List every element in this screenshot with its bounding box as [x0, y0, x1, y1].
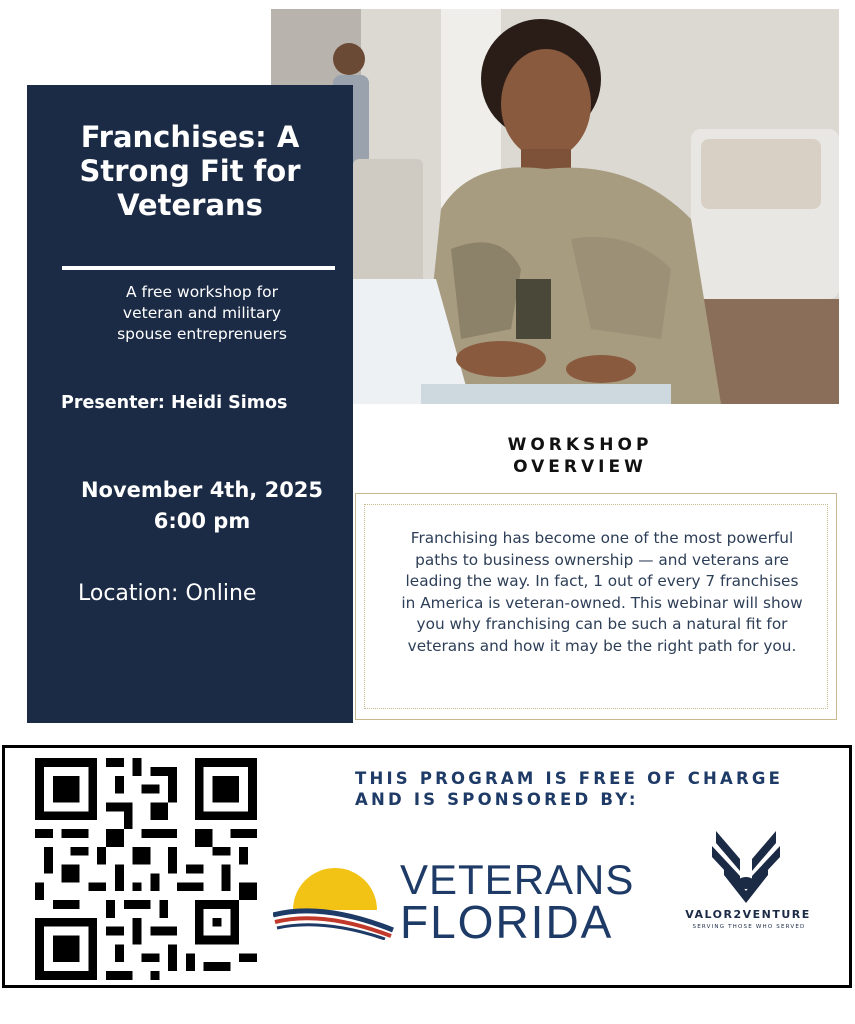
sponsor-heading-line: THIS PROGRAM IS FREE OF CHARGE: [355, 769, 784, 788]
overview-text-line: you why franchising can be such a natural fit for: [416, 615, 788, 633]
overview-box: [355, 493, 837, 720]
event-title: [37, 120, 343, 222]
qr-code[interactable]: [35, 758, 257, 980]
veterans-florida-line2: FLORIDA: [400, 896, 614, 948]
overview-heading: [470, 434, 690, 478]
valor2venture-tagline: SERVING THOSE WHO SERVED: [692, 924, 806, 930]
event-title-line: Strong Fit for: [79, 154, 301, 188]
sponsor-heading: [355, 768, 783, 810]
event-date: November 4th, 2025: [80, 478, 324, 502]
hero-photo: [271, 9, 839, 404]
veterans-florida-line1: VETERANS: [400, 856, 635, 903]
overview-text-line: veterans and how it may be the right path for you.: [407, 636, 797, 655]
event-subtitle: [77, 282, 327, 345]
overview-text-line: Franchising has become one of the most powerful: [410, 529, 794, 547]
event-info-panel: [27, 85, 353, 723]
sun-icon: [273, 860, 397, 940]
overview-text-line: in America is veteran-owned. This webinar will show: [401, 593, 803, 612]
event-title-line: Franchises: A: [80, 120, 300, 154]
valor2venture-logo: [710, 831, 782, 906]
overview-text-line: paths to business ownership — and veterans are: [415, 550, 789, 569]
eagle-wings-icon: [710, 831, 782, 906]
overview-heading-line: WORKSHOP: [507, 435, 653, 455]
presenter-label: Presenter: Heidi Simos: [61, 393, 288, 413]
event-title-line: Veterans: [117, 188, 263, 222]
veterans-florida-wordmark: [400, 856, 635, 948]
event-subtitle-line: spouse entreprenuers: [117, 325, 287, 343]
event-subtitle-line: veteran and military: [122, 304, 282, 322]
event-time: 6:00 pm: [153, 509, 251, 533]
veterans-florida-sun-logo: [273, 860, 397, 940]
event-location: Location: Online: [78, 581, 257, 606]
sponsor-heading-line: AND IS SPONSORED BY:: [355, 790, 639, 809]
overview-heading-line: OVERVIEW: [513, 457, 647, 477]
overview-text-line: leading the way. In fact, 1 out of every 7 franchises: [405, 572, 799, 590]
qr-code-icon: [35, 758, 257, 980]
event-datetime: [57, 475, 347, 537]
sponsor-band: [2, 745, 852, 988]
title-divider: [62, 266, 335, 270]
overview-text: [362, 528, 842, 657]
event-subtitle-line: A free workshop for: [126, 283, 278, 301]
veteran-laptop-image: [271, 9, 839, 404]
valor2venture-name: VALOR2VENTURE: [685, 908, 811, 921]
